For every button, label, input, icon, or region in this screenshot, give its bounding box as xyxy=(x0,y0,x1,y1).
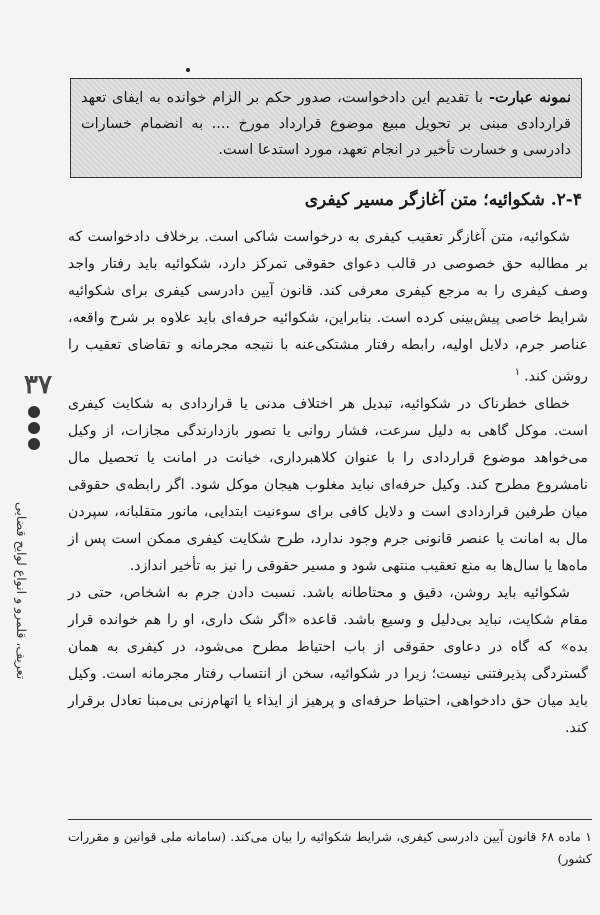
decorative-dot xyxy=(186,68,190,72)
side-margin xyxy=(14,370,54,680)
paragraph: شکوائیه، متن آغازگر تعقیب کیفری به درخواست شاکی است. برخلاف دادخواست که بر مطالبه حق خصوصی در قالب دعوای حقوقی تمرکز دارد، شکوائیه باید رفتار واجد وصف کیفری را به مرجع کیفری معرفی کند. قانون آیین دادرسی کیفری برای شکوائیه شرایط خاصی پیش‌بینی کرده است. بنابراین، شکوائیه حرفه‌ای باید علاوه بر شرح واقعه، عناصر جرم، دلایل اولیه، رابطه رفتار مشتکی‌عنه با نتیجه مجرمانه و تقاضای تعقیب را روشن کند.$^۱$ xyxy=(68,229,588,385)
page-number: ۳۷ xyxy=(24,370,52,400)
example-lead: نمونه عبارت- xyxy=(488,89,571,106)
example-text: با تقدیم این دادخواست، صدور حکم بر الزام خوانده به ایفای تعهد قراردادی مبنی بر تحویل مبیع موضوع قرارداد مورخ .... به انضمام خسارات دادرسی و خسارت تأخیر در انجام تعهد، مورد استدعا است. xyxy=(81,90,571,158)
running-head: تعریف، قلمرو و انواع لوایح قضایی xyxy=(14,502,29,680)
bullet-dots xyxy=(28,406,42,454)
bullet-dot xyxy=(28,438,40,450)
section-heading: ۲-۴. شکوائیه؛ متن آغازگر مسیر کیفری xyxy=(304,190,582,210)
paragraph: خطای خطرناک در شکوائیه، تبدیل هر اختلاف مدنی یا قراردادی به شکایت کیفری است. موکل گاهی به دلیل سرعت، فشار روانی یا تصور بازدارندگی مجازات، از وکیل می‌خواهد موضوع قراردادی را با عنوان کلاهبرداری، خیانت در امانت یا تحصیل مال نامشروع مطرح کند. وکیل حرفه‌ای نباید مغلوب هیجان موکل شود. اگر رابطه‌ی حقوقی میان طرفین قراردادی است و دلایل کافی برای سوءنیت ابتدایی، مانور متقلبانه، سپردن مال به امانت یا عنصر قانونی جرم وجود ندارد، طرح شکایت کیفری ممکن است پس از ماه‌ها یا سال‌ها به منع تعقیب منتهی شود و مسیر حقوقی را نیز به تأخیر اندازد. xyxy=(68,395,588,574)
footnote-divider xyxy=(68,819,592,820)
paragraph: شکوائیه باید روشن، دقیق و محتاطانه باشد. نسبت دادن جرم به اشخاص، حتی در مقام شکایت، نباید بی‌دلیل و وسیع باشد. قاعده «اگر شک داری، او را هم خوانده قرار بده» که گاه در دعاوی حقوقی از باب احتیاط مطرح می‌شود، در کیفری به همان گستردگی پذیرفتنی نیست؛ زیرا در شکوائیه، سخن از انتساب رفتار مجرمانه است. وکیل باید میان حق دادخواهی، احتیاط حرفه‌ای و پرهیز از ایذاء یا اتهام‌زنی بی‌مبنا تعادل برقرار کند. xyxy=(68,584,588,736)
example-box xyxy=(70,78,582,178)
footnote: ۱ ماده ۶۸ قانون آیین دادرسی کیفری، شرایط شکوائیه را بیان می‌کند. (سامانه ملی قوانین و مقررات کشور) xyxy=(68,829,592,866)
bullet-dot xyxy=(28,422,40,434)
body-text xyxy=(68,224,588,742)
bullet-dot xyxy=(28,406,40,418)
footnote-marker: ۱ xyxy=(514,367,521,378)
